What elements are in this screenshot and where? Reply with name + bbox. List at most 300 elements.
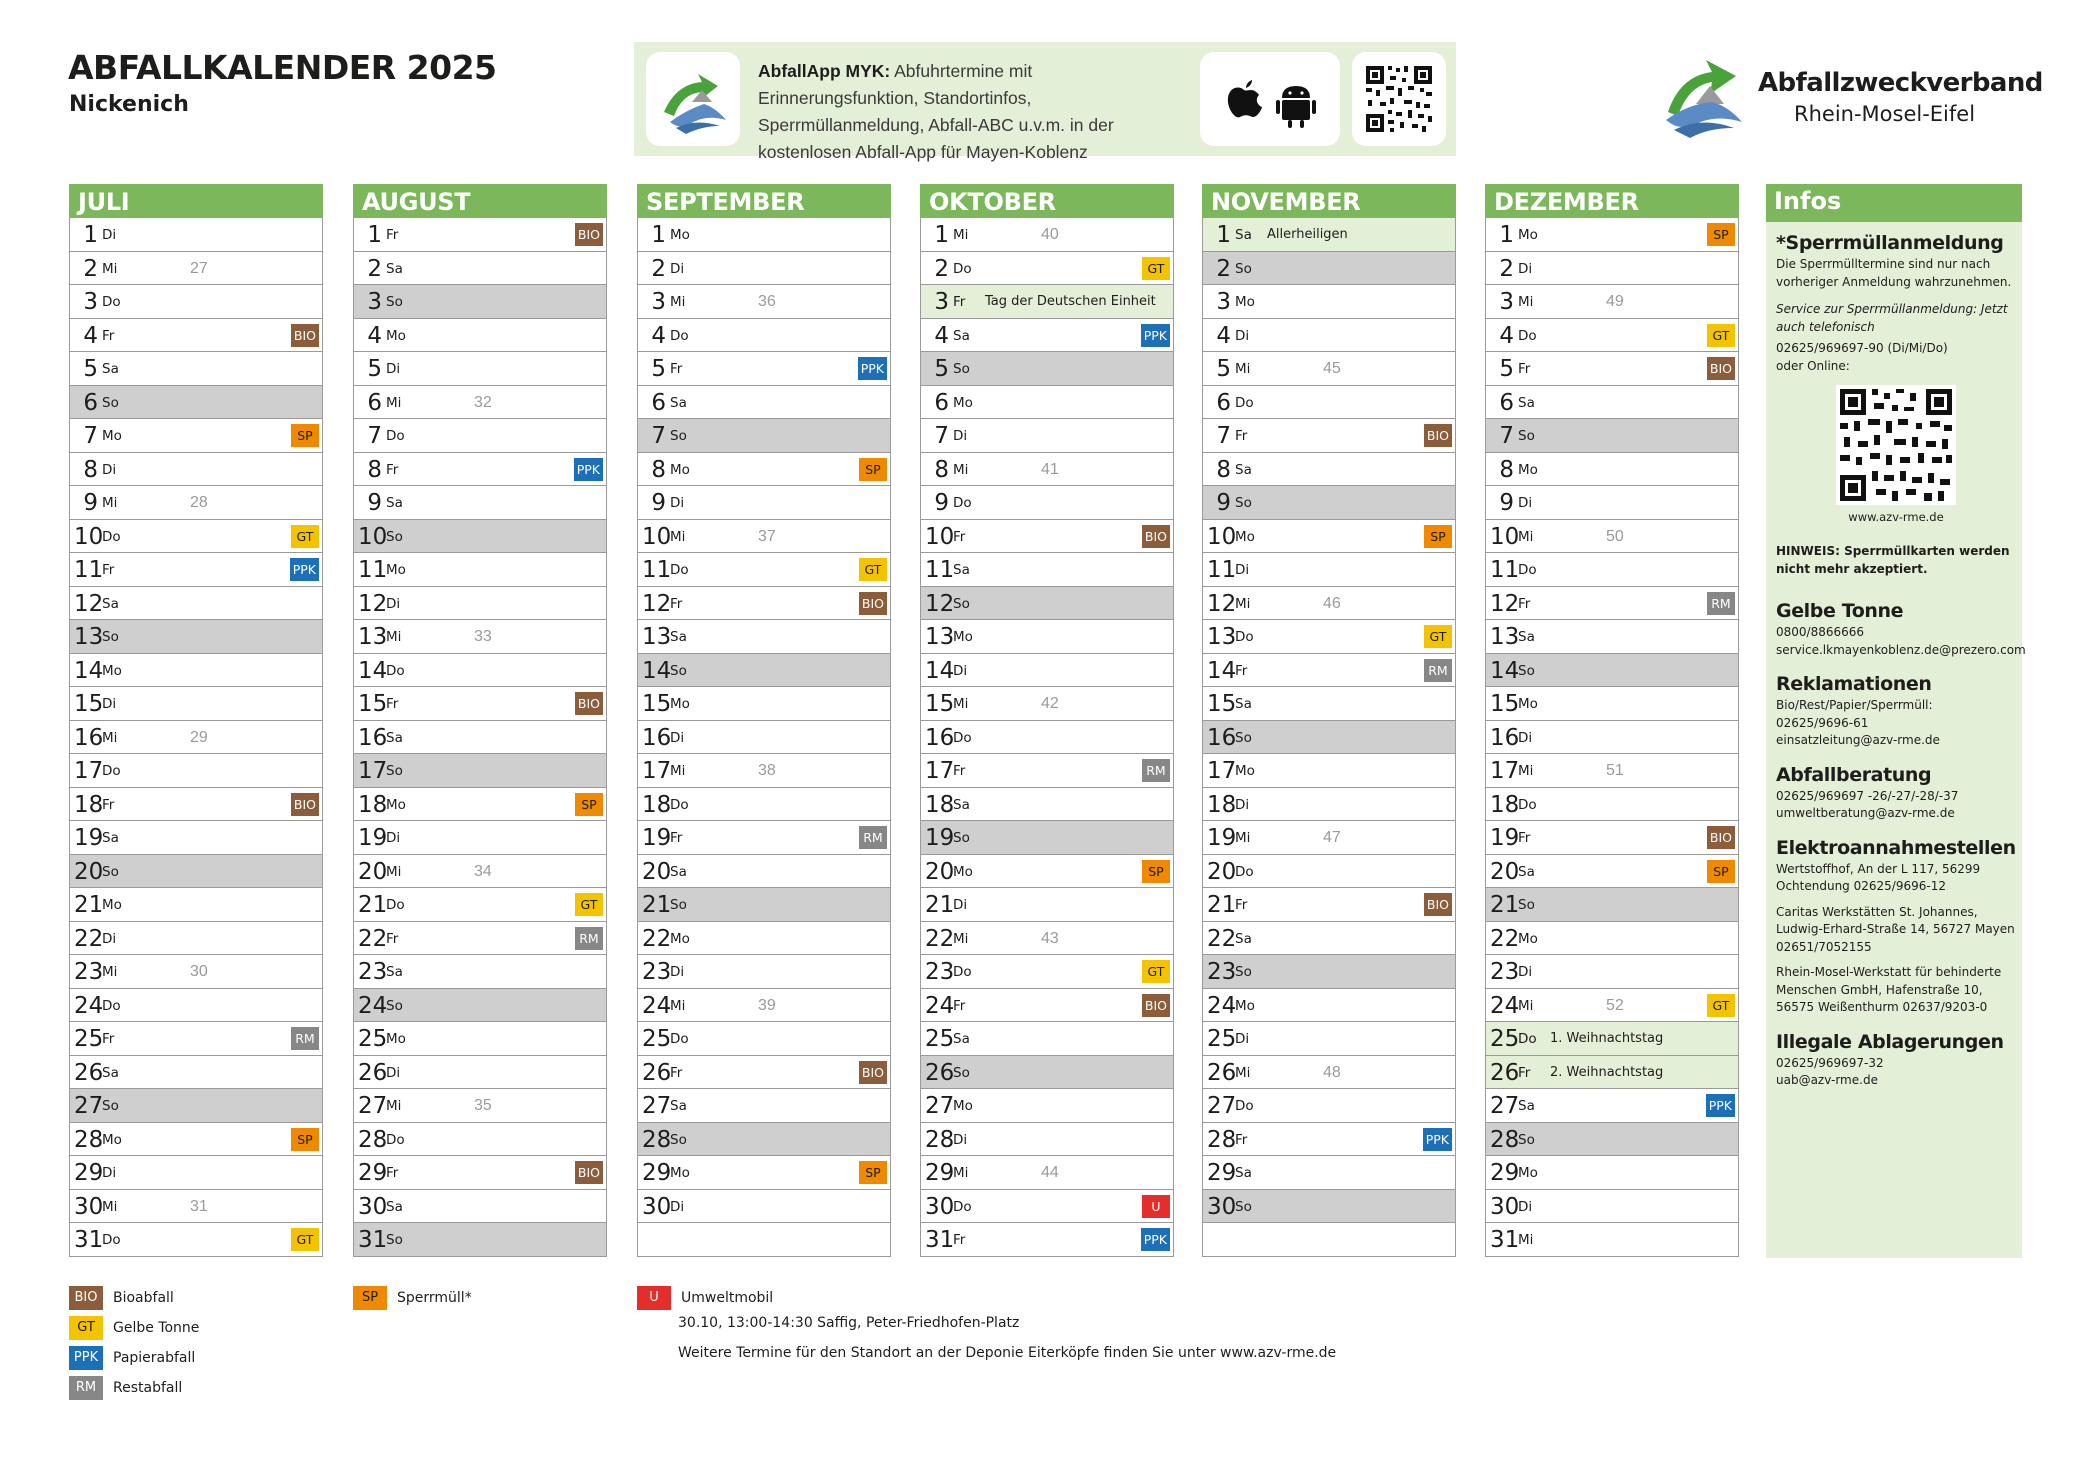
calendar-week: 42 xyxy=(1041,695,1059,712)
pickup-badge-bio: BIO xyxy=(291,324,319,347)
day-number: 23 xyxy=(358,959,388,985)
weekday: Mi xyxy=(1235,361,1251,377)
day-row xyxy=(1202,587,1456,621)
weekday: Do xyxy=(1235,394,1254,411)
day-number: 23 xyxy=(925,959,955,985)
day-row xyxy=(920,252,1174,286)
pickup-badge-bio: BIO xyxy=(1707,357,1735,380)
day-row xyxy=(353,352,607,386)
weekday: Di xyxy=(386,830,401,846)
weekday: Di xyxy=(953,897,968,913)
day-row xyxy=(69,888,323,922)
day-row xyxy=(920,1190,1174,1224)
weekday: So xyxy=(1235,495,1252,511)
day-row xyxy=(1202,319,1456,353)
day-number: 1 xyxy=(1216,222,1231,248)
pickup-badge-ppk: PPK xyxy=(1141,324,1170,347)
calendar-week: 47 xyxy=(1323,829,1341,846)
calendar-week: 52 xyxy=(1606,996,1624,1014)
day-row xyxy=(920,821,1174,855)
day-number: 2 xyxy=(83,255,98,282)
month-column-november xyxy=(1202,184,1456,1257)
day-number: 19 xyxy=(358,825,388,851)
weekday: Sa xyxy=(1235,930,1252,947)
weekday: Mi xyxy=(102,260,118,277)
day-number: 28 xyxy=(642,1126,672,1153)
day-row xyxy=(920,587,1174,621)
day-number: 24 xyxy=(1490,992,1520,1019)
day-number: 6 xyxy=(1216,389,1231,416)
weekday: So xyxy=(1235,729,1252,746)
day-number: 25 xyxy=(1207,1026,1237,1052)
weekday: Di xyxy=(1235,562,1250,578)
day-row xyxy=(353,285,607,319)
day-row xyxy=(1202,1123,1456,1157)
day-number: 29 xyxy=(74,1160,104,1186)
month-column-juli xyxy=(69,184,323,1257)
day-row xyxy=(69,319,323,353)
day-row xyxy=(1202,855,1456,889)
weekday: Do xyxy=(670,796,689,813)
day-number: 12 xyxy=(925,590,955,617)
day-row xyxy=(637,1089,891,1123)
day-row xyxy=(1202,821,1456,855)
gelbe-tonne-email[interactable]: service.lkmayenkoblenz.de@prezero.com xyxy=(1776,642,2026,657)
day-number: 25 xyxy=(925,1026,955,1052)
weekday: So xyxy=(670,897,687,913)
day-row xyxy=(69,922,323,956)
weekday: Di xyxy=(953,428,968,444)
day-row xyxy=(1202,788,1456,822)
day-number: 21 xyxy=(925,892,955,918)
day-row xyxy=(69,654,323,688)
brand-logo-icon xyxy=(1646,46,1756,146)
day-row xyxy=(1485,352,1739,386)
weekday: Mo xyxy=(1235,294,1255,310)
day-row xyxy=(920,319,1174,353)
day-number: 11 xyxy=(1207,557,1237,583)
month-column-dezember xyxy=(1485,184,1739,1257)
weekday: Fr xyxy=(670,361,683,377)
weekday: Do xyxy=(386,662,405,679)
day-row xyxy=(1202,453,1456,487)
day-number: 28 xyxy=(925,1126,955,1153)
day-row xyxy=(1485,1156,1739,1190)
day-number: 18 xyxy=(642,791,672,818)
location-name: Nickenich xyxy=(69,92,189,117)
day-row xyxy=(69,553,323,587)
reklamationen-phone[interactable]: 02625/9696-61 xyxy=(1776,715,1869,730)
pickup-badge-u: U xyxy=(1142,1195,1170,1218)
day-row xyxy=(353,955,607,989)
day-number: 8 xyxy=(83,456,98,483)
app-text: Abfuhrtermine mit Erinnerungsfunktion, Standortinfos, Sperrmüllanmeldung, Abfall-ABC u.v.m. in der kostenlosen Abfall-App für Mayen-Koblenz xyxy=(758,61,1114,162)
weekday: So xyxy=(386,294,403,310)
day-row xyxy=(1485,587,1739,621)
day-number: 31 xyxy=(1490,1227,1520,1253)
weekday: Sa xyxy=(386,729,403,746)
day-row xyxy=(353,419,607,453)
day-number: 20 xyxy=(1207,858,1237,885)
day-number: 1 xyxy=(1499,222,1514,248)
weekday: Fr xyxy=(102,796,115,813)
legend-label: Restabfall xyxy=(113,1380,183,1396)
day-number: 22 xyxy=(358,925,388,952)
day-row xyxy=(1485,888,1739,922)
day-row xyxy=(69,1089,323,1123)
day-row xyxy=(920,285,1174,319)
weekday: Mi xyxy=(953,227,969,243)
brand-name: Abfallzweckverband xyxy=(1758,68,2043,98)
day-row xyxy=(920,855,1174,889)
calendar-week: 35 xyxy=(474,1097,492,1114)
weekday: Fr xyxy=(670,1064,683,1081)
day-row xyxy=(353,1056,607,1090)
weekday: Do xyxy=(386,1131,405,1148)
day-number: 15 xyxy=(1207,691,1237,717)
day-number: 2 xyxy=(934,255,949,282)
day-number: 1 xyxy=(651,222,666,248)
illegale-ablagerungen-email[interactable]: uab@azv-rme.de xyxy=(1776,1073,1878,1087)
day-row xyxy=(637,754,891,788)
day-number: 20 xyxy=(642,858,672,885)
day-row xyxy=(1485,855,1739,889)
qr-code-icon xyxy=(1352,52,1446,146)
day-row xyxy=(353,218,607,252)
day-row xyxy=(637,855,891,889)
gelbe-tonne-heading: Gelbe Tonne xyxy=(1776,600,1904,622)
day-number: 4 xyxy=(367,322,382,349)
weekday: Mo xyxy=(1518,227,1538,243)
day-row xyxy=(353,553,607,587)
weekday: Mo xyxy=(1518,461,1538,478)
pickup-badge-sp: SP xyxy=(859,1161,887,1184)
day-row xyxy=(1485,386,1739,420)
weekday: Mi xyxy=(102,1198,118,1215)
abfallberatung-phone[interactable]: 02625/969697 -26/-27/-28/-37 xyxy=(1776,788,1959,803)
umweltmobil-date: 30.10, 13:00-14:30 Saffig, Peter-Friedhofen-Platz xyxy=(678,1315,1020,1331)
weekday: So xyxy=(102,394,119,411)
pickup-badge-bio: BIO xyxy=(859,1061,887,1084)
weekday: Do xyxy=(102,528,121,545)
weekday: So xyxy=(1518,428,1535,444)
day-row xyxy=(637,1056,891,1090)
day-number: 2 xyxy=(1216,255,1231,282)
pickup-badge-sp: SP xyxy=(859,458,887,481)
weekday: Fr xyxy=(953,528,966,545)
weekday: Fr xyxy=(102,327,115,344)
legend-badge: GT xyxy=(69,1316,103,1340)
page-title: ABFALLKALENDER 2025 xyxy=(68,48,497,87)
day-row xyxy=(920,989,1174,1023)
day-row xyxy=(637,922,891,956)
day-number: 3 xyxy=(83,289,98,315)
day-number: 11 xyxy=(74,557,104,583)
day-row xyxy=(920,520,1174,554)
day-row xyxy=(353,888,607,922)
illegale-ablagerungen-phone[interactable]: 02625/969697-32 xyxy=(1776,1055,1884,1070)
reklamationen-email[interactable]: einsatzleitung@azv-rme.de xyxy=(1776,733,1940,747)
pickup-badge-gt: GT xyxy=(859,558,887,581)
qr-caption[interactable]: www.azv-rme.de xyxy=(1848,510,1944,524)
day-number: 13 xyxy=(1207,624,1237,650)
weekday: Do xyxy=(670,1031,689,1047)
day-number: 29 xyxy=(1490,1160,1520,1186)
pickup-badge-sp: SP xyxy=(575,793,603,816)
day-row xyxy=(1202,1056,1456,1090)
day-row xyxy=(1485,1056,1739,1090)
calendar-week: 30 xyxy=(190,963,208,980)
day-row xyxy=(1202,1223,1456,1257)
weekday: Fr xyxy=(386,696,399,712)
day-number: 4 xyxy=(1216,322,1231,349)
weekday: Sa xyxy=(953,562,970,578)
weekday: Mo xyxy=(1235,997,1255,1014)
day-row xyxy=(1202,687,1456,721)
weekday: Mo xyxy=(1235,528,1255,545)
pickup-badge-ppk: PPK xyxy=(1423,1128,1452,1151)
day-row xyxy=(1202,721,1456,755)
day-number: 4 xyxy=(934,322,949,349)
day-number: 26 xyxy=(1207,1059,1237,1086)
pickup-badge-bio: BIO xyxy=(575,223,603,246)
day-row xyxy=(353,1190,607,1224)
weekday: Di xyxy=(1235,1031,1250,1047)
sperrmuell-qr-code[interactable] xyxy=(1836,385,1956,505)
day-row xyxy=(920,721,1174,755)
day-number: 21 xyxy=(1490,892,1520,918)
day-number: 27 xyxy=(642,1093,672,1119)
day-number: 24 xyxy=(74,992,104,1019)
month-heading: AUGUST xyxy=(353,184,607,218)
day-number: 24 xyxy=(358,992,388,1019)
weekday: Sa xyxy=(1235,696,1252,712)
gelbe-tonne-phone[interactable]: 0800/8866666 xyxy=(1776,625,1865,639)
weekday: Mo xyxy=(953,1098,973,1114)
weekday: Fr xyxy=(102,1031,115,1047)
day-number: 13 xyxy=(642,624,672,650)
day-number: 30 xyxy=(925,1193,955,1220)
day-number: 31 xyxy=(74,1227,104,1253)
calendar-week: 41 xyxy=(1041,460,1059,478)
day-number: 22 xyxy=(1207,925,1237,952)
weekday: Mo xyxy=(386,796,406,813)
day-number: 28 xyxy=(358,1126,388,1153)
day-row xyxy=(353,687,607,721)
day-row xyxy=(69,855,323,889)
pickup-badge-rm: RM xyxy=(859,826,887,849)
weekday: Fr xyxy=(1235,428,1248,444)
weekday: Mi xyxy=(386,1098,402,1114)
weekday: Fr xyxy=(670,595,683,612)
weekday: Sa xyxy=(102,1064,119,1081)
sperrmuell-heading: *Sperrmüllanmeldung xyxy=(1776,232,2004,254)
day-number: 27 xyxy=(925,1093,955,1119)
weekday: So xyxy=(386,763,403,779)
weekday: Mi xyxy=(670,763,686,779)
calendar-week: 38 xyxy=(758,762,776,779)
weekday: Mo xyxy=(386,327,406,344)
day-row xyxy=(637,1190,891,1224)
day-number: 15 xyxy=(358,691,388,717)
holiday-label: 1. Weihnachtstag xyxy=(1550,1031,1664,1046)
day-number: 20 xyxy=(925,858,955,885)
day-number: 26 xyxy=(642,1059,672,1086)
day-row xyxy=(1202,252,1456,286)
weekday: Mi xyxy=(102,495,118,511)
weekday: Di xyxy=(670,495,685,511)
day-number: 13 xyxy=(1490,624,1520,650)
weekday: Sa xyxy=(953,796,970,813)
day-number: 7 xyxy=(651,423,666,449)
day-row xyxy=(1485,1089,1739,1123)
day-row xyxy=(637,386,891,420)
weekday: Mo xyxy=(953,394,973,411)
day-row xyxy=(1202,419,1456,453)
day-number: 21 xyxy=(642,892,672,918)
weekday: Do xyxy=(1518,1031,1537,1047)
weekday: Sa xyxy=(1235,227,1252,243)
legend-badge: U xyxy=(637,1286,671,1310)
day-number: 1 xyxy=(934,222,949,248)
day-row xyxy=(1202,285,1456,319)
weekday: Do xyxy=(102,763,121,779)
day-number: 3 xyxy=(934,289,949,315)
day-number: 30 xyxy=(642,1193,672,1220)
day-row xyxy=(353,620,607,654)
day-row xyxy=(353,1022,607,1056)
pickup-badge-gt: GT xyxy=(575,893,603,916)
day-number: 22 xyxy=(642,925,672,952)
day-row xyxy=(1485,1123,1739,1157)
day-number: 20 xyxy=(1490,858,1520,885)
day-row xyxy=(69,1123,323,1157)
app-banner[interactable] xyxy=(634,42,1456,162)
day-number: 20 xyxy=(358,858,388,885)
pickup-badge-rm: RM xyxy=(1424,659,1452,682)
calendar-week: 49 xyxy=(1606,293,1624,310)
day-row xyxy=(920,1056,1174,1090)
day-row xyxy=(1485,989,1739,1023)
weekday: Mo xyxy=(670,1165,690,1181)
apple-icon xyxy=(1228,80,1262,117)
pickup-badge-rm: RM xyxy=(291,1027,319,1050)
weekday: Mo xyxy=(670,696,690,712)
infos-panel xyxy=(1766,184,2026,1258)
weekday: Di xyxy=(102,461,117,478)
sperrmuell-phone[interactable]: 02625/969697-90 (Di/Mi/Do) xyxy=(1776,341,1948,355)
day-row xyxy=(1485,319,1739,353)
weekday: Mi xyxy=(386,394,402,411)
day-number: 31 xyxy=(925,1227,955,1253)
weekday: Sa xyxy=(386,1198,403,1215)
day-row xyxy=(637,888,891,922)
weekday: So xyxy=(670,428,687,444)
day-number: 23 xyxy=(642,959,672,985)
weekday: So xyxy=(1235,1198,1252,1215)
weekday: Mo xyxy=(102,428,122,444)
day-number: 16 xyxy=(925,724,955,751)
weekday: Mi xyxy=(102,964,118,980)
day-number: 16 xyxy=(1207,724,1237,751)
day-row xyxy=(1485,821,1739,855)
weekday: Do xyxy=(1235,863,1254,880)
day-row xyxy=(69,821,323,855)
day-number: 13 xyxy=(925,624,955,650)
weekday: Mo xyxy=(1235,763,1255,779)
day-number: 12 xyxy=(74,590,104,617)
day-number: 8 xyxy=(651,456,666,483)
weekday: Mo xyxy=(102,897,122,913)
day-number: 21 xyxy=(358,892,388,918)
day-number: 4 xyxy=(651,322,666,349)
day-row xyxy=(920,419,1174,453)
day-row xyxy=(69,453,323,487)
day-number: 1 xyxy=(367,222,382,248)
weekday: Di xyxy=(1518,964,1533,980)
store-badges[interactable] xyxy=(1200,52,1340,146)
day-number: 7 xyxy=(1499,423,1514,449)
day-row xyxy=(1202,1022,1456,1056)
day-number: 22 xyxy=(1490,925,1520,952)
weekday: Di xyxy=(1518,495,1533,511)
day-row xyxy=(637,821,891,855)
weekday: Fr xyxy=(1235,897,1248,913)
day-number: 19 xyxy=(1490,825,1520,851)
day-row xyxy=(1202,218,1456,252)
app-qr-code[interactable] xyxy=(1352,52,1446,146)
day-number: 23 xyxy=(1207,959,1237,985)
day-number: 6 xyxy=(1499,389,1514,416)
pickup-badge-gt: GT xyxy=(291,525,319,548)
day-number: 6 xyxy=(83,389,98,416)
day-number: 3 xyxy=(367,289,382,315)
calendar-week: 28 xyxy=(190,494,208,511)
day-row xyxy=(1202,386,1456,420)
weekday: Do xyxy=(386,428,405,444)
day-number: 17 xyxy=(1490,758,1520,784)
weekday: Sa xyxy=(1518,394,1535,411)
pickup-badge-ppk: PPK xyxy=(574,458,603,481)
day-row xyxy=(920,352,1174,386)
abfallberatung-email[interactable]: umweltberatung@azv-rme.de xyxy=(1776,806,1955,820)
day-row xyxy=(1485,687,1739,721)
day-number: 24 xyxy=(642,992,672,1019)
legend-label: Gelbe Tonne xyxy=(113,1320,200,1336)
day-number: 31 xyxy=(358,1227,388,1253)
weekday: Sa xyxy=(670,1098,687,1114)
weekday: Sa xyxy=(1518,629,1535,645)
day-row xyxy=(1485,1223,1739,1257)
day-row xyxy=(637,620,891,654)
app-name: AbfallApp MYK: xyxy=(758,61,891,81)
day-number: 19 xyxy=(925,825,955,851)
weekday: Mi xyxy=(953,1165,969,1181)
day-row xyxy=(1485,654,1739,688)
weekday: Fr xyxy=(953,763,966,779)
weekday: Di xyxy=(670,964,685,980)
day-row xyxy=(920,453,1174,487)
day-number: 29 xyxy=(642,1160,672,1186)
weekday: Mi xyxy=(1518,528,1534,545)
day-row xyxy=(920,922,1174,956)
pickup-badge-sp: SP xyxy=(291,424,319,447)
weekday: Do xyxy=(953,729,972,746)
day-number: 17 xyxy=(1207,758,1237,784)
month-heading: OKTOBER xyxy=(920,184,1174,218)
day-number: 30 xyxy=(1207,1193,1237,1220)
day-row xyxy=(1485,788,1739,822)
